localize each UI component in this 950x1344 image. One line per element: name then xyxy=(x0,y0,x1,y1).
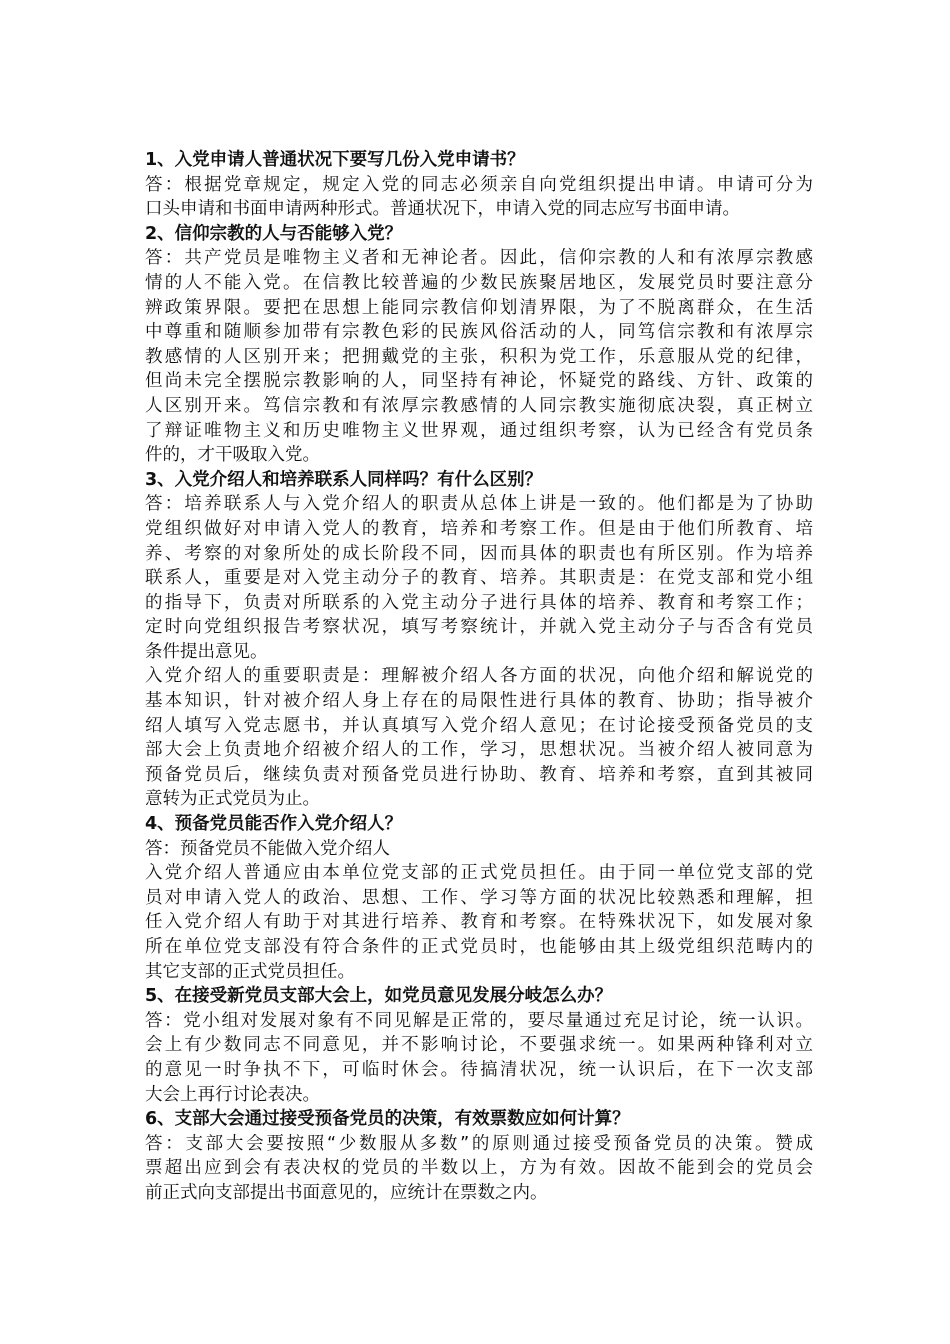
answer-line: 的指导下，负责对所联系的入党主动分子进行具体的培养、教育和考察工作； xyxy=(145,592,813,613)
answer-line: 的意见一时争执不下，可临时休会。待搞清状况，统一认识后，在下一次支部 xyxy=(145,1059,813,1080)
answer-line: 但尚未完全摆脱宗教影响的人，同坚持有神论，怀疑党的路线、方针、政策的 xyxy=(145,371,813,392)
answer-line: 人区别开来。笃信宗教和有浓厚宗教感情的人同宗教实施彻底决裂，真正树立 xyxy=(145,395,813,416)
qa-section-2 xyxy=(145,222,813,468)
qa-section-5 xyxy=(145,984,813,1107)
answer-line: 大会上再行讨论表决。 xyxy=(145,1084,320,1105)
answer-line: 意转为正式党员为止。 xyxy=(145,789,320,810)
question-heading: 3、入党介绍人和培养联系人同样吗？有什么区别？ xyxy=(145,469,543,490)
question-heading: 6、支部大会通过接受预备党员的决策，有效票数应如何计算？ xyxy=(145,1109,630,1130)
question-heading: 5、在接受新党员支部大会上，如党员意见发展分岐怎么办？ xyxy=(145,986,613,1007)
qa-section-3 xyxy=(145,468,813,812)
answer-line: 预备党员后，继续负责对预备党员进行协助、教育、培养和考察，直到其被同 xyxy=(145,764,813,785)
document-page xyxy=(145,148,813,1206)
answer-line: 了辩证唯物主义和历史唯物主义世界观，通过组织考察，认为已经含有党员条 xyxy=(145,420,813,441)
answer-line: 答：培养联系人与入党介绍人的职责从总体上讲是一致的。他们都是为了协助 xyxy=(145,494,813,515)
answer-line: 任入党介绍人有助于对其进行培养、教育和考察。在特殊状况下，如发展对象 xyxy=(145,912,813,933)
answer-line: 辨政策界限。要把在思想上能同宗教信仰划清界限，为了不脱离群众，在生活 xyxy=(145,297,813,318)
qa-section-6 xyxy=(145,1107,813,1205)
answer-line: 其它支部的正式党员担任。 xyxy=(145,961,355,982)
answer-line: 所在单位党支部没有符合条件的正式党员时，也能够由其上级党组织范畴内的 xyxy=(145,937,813,957)
answer-line: 入党介绍人的重要职责是：理解被介绍人各方面的状况，向他介绍和解说党的 xyxy=(145,666,813,687)
answer-line: 党组织做好对申请入党人的教育，培养和考察工作。但是由于他们所教育、培 xyxy=(145,518,813,539)
answer-line: 答：支部大会要按照“少数服从多数”的原则通过接受预备党员的决策。赞成 xyxy=(145,1133,813,1154)
answer-line: 前正式向支部提出书面意见的，应统计在票数之内。 xyxy=(145,1182,548,1203)
answer-line: 口头申请和书面申请两种形式。普通状况下，申请入党的同志应写书面申请。 xyxy=(145,199,740,220)
answer-line: 答：根据党章规定，规定入党的同志必须亲自向党组织提出申请。申请可分为 xyxy=(145,174,813,195)
answer-line: 会上有少数同志不同意见，并不影响讨论，不要强求统一。如果两种锋利对立 xyxy=(145,1035,813,1056)
qa-section-4 xyxy=(145,812,813,984)
answer-line: 情的人不能入党。在信教比较普遍的少数民族聚居地区，发展党员时要注意分 xyxy=(145,272,813,293)
question-heading: 4、预备党员能否作入党介绍人？ xyxy=(145,814,403,835)
answer-line: 票超出应到会有表决权的党员的半数以上，方为有效。因故不能到会的党员会 xyxy=(145,1158,813,1179)
question-heading: 1、入党申请人普通状况下要写几份入党申请书？ xyxy=(145,150,525,170)
answer-line: 基本知识，针对被介绍人身上存在的局限性进行具体的教育、协助；指导被介 xyxy=(145,691,813,712)
answer-line: 答：共产党员是唯物主义者和无神论者。因此，信仰宗教的人和有浓厚宗教感 xyxy=(145,248,813,269)
answer-line: 养、考察的对象所处的成长阶段不同，因而具体的职责也有所区别。作为培养 xyxy=(145,543,813,564)
answer-line: 定时向党组织报告考察状况，填写考察统计，并就入党主动分子与否含有党员 xyxy=(145,617,813,638)
answer-line: 绍人填写入党志愿书，并认真填写入党介绍人意见；在讨论接受预备党员的支 xyxy=(145,715,813,736)
qa-section-1 xyxy=(145,148,813,222)
answer-line: 教感情的人区别开来；把拥戴党的主张，积积为党工作，乐意服从党的纪律， xyxy=(145,346,813,367)
answer-line: 件的，才干吸取入党。 xyxy=(145,445,320,466)
answer-line: 联系人，重要是对入党主动分子的教育、培养。其职责是：在党支部和党小组 xyxy=(145,568,813,589)
answer-line: 部大会上负责地介绍被介绍人的工作，学习，思想状况。当被介绍人被同意为 xyxy=(145,740,813,761)
answer-line: 中尊重和随顺参加带有宗教色彩的民族风俗活动的人，同笃信宗教和有浓厚宗 xyxy=(145,322,813,343)
answer-line: 答：预备党员不能做入党介绍人 xyxy=(145,838,390,859)
answer-line: 入党介绍人普通应由本单位党支部的正式党员担任。由于同一单位党支部的党 xyxy=(145,863,813,884)
answer-line: 员对申请入党人的政治、思想、工作、学习等方面的状况比较熟悉和理解，担 xyxy=(145,887,813,908)
answer-line: 答：党小组对发展对象有不同见解是正常的，要尽量通过充足讨论，统一认识。 xyxy=(145,1010,813,1031)
question-heading: 2、信仰宗教的人与否能够入党？ xyxy=(145,223,403,244)
answer-line: 条件提出意见。 xyxy=(145,641,268,662)
